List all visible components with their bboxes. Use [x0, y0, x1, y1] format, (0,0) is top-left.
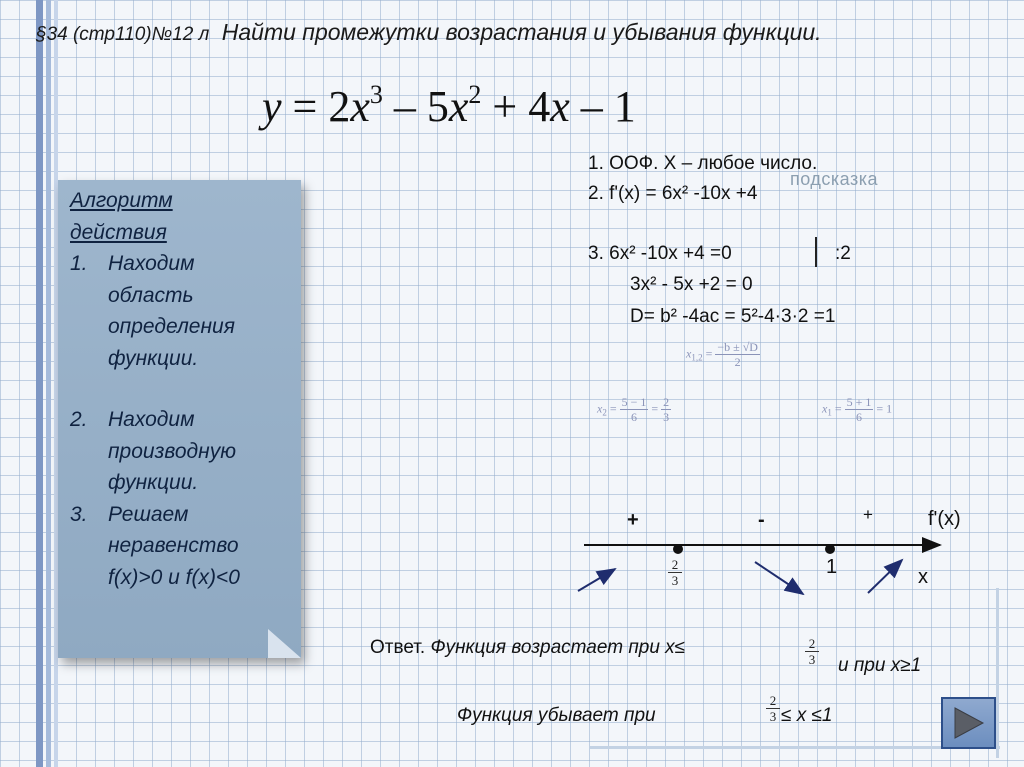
formula-mid1: – 5 [382, 82, 449, 131]
x2-lhs: x [597, 401, 603, 416]
axis-x-label: x [918, 566, 928, 588]
formula-x3: x [550, 82, 570, 131]
step-number: 1. [70, 252, 88, 275]
solution-step-3b: 3x² - 5x +2 = 0 [630, 274, 753, 295]
step-line: функции. [108, 471, 199, 494]
solution-step-3: 3. 6x² -10x +4 =0 [588, 243, 732, 264]
roots-numerator: −b ± √D [717, 340, 758, 354]
task-reference: §34 (стр110)№12 л [36, 24, 210, 45]
x2-result-numerator: 2 [663, 395, 670, 409]
x1-sub: 1 [827, 407, 832, 418]
point-one-dot [825, 544, 835, 554]
answer-frac2-numerator: 2 [766, 693, 780, 709]
solution-step-2: 2. f'(x) = 6x² -10x +4 [588, 183, 758, 204]
answer-increase-tail: и при x≥1 [838, 655, 922, 676]
next-slide-button[interactable] [941, 697, 996, 749]
step-line: Находим [108, 408, 195, 431]
x2-sub: 2 [602, 407, 607, 418]
algorithm-title-1: Алгоритм [70, 189, 173, 212]
x2-numerator: 5 − 1 [621, 395, 647, 409]
x1-lhs: x [822, 401, 828, 416]
algorithm-title-2: действия [70, 220, 167, 244]
answer-decrease-tail: ≤ x ≤1 [781, 705, 833, 726]
point-two-thirds-dot [673, 544, 683, 554]
answer-increase-text: Функция возрастает при x≤ [430, 637, 686, 658]
play-icon [943, 699, 994, 747]
answer-label: Ответ. [370, 637, 426, 658]
roots-sub: 1,2 [691, 352, 703, 363]
derivative-label: f'(x) [928, 508, 961, 530]
formula-tail: – 1 [569, 82, 636, 131]
answer-decrease-text: Функция убывает при [457, 705, 656, 726]
roots-denominator: 2 [734, 355, 741, 369]
step-line: неравенство [108, 534, 239, 557]
hint-link[interactable]: подсказка [790, 169, 878, 189]
formula-x2: x [448, 82, 469, 131]
formula-eq: = 2 [281, 82, 351, 131]
decrease-arrow [755, 562, 803, 594]
solution-step-1: 1. ООФ. Х – любое число. [588, 153, 818, 174]
point-frac-denominator: 3 [671, 573, 679, 588]
answer-frac2-denominator: 3 [769, 709, 777, 724]
divide-by-two: :2 [835, 243, 851, 264]
answer-fraction-2 [766, 693, 780, 724]
answer-fraction-1 [805, 636, 819, 667]
increase-arrow-left [578, 569, 615, 591]
x2-denominator: 6 [631, 410, 637, 424]
step-line: производную [108, 439, 236, 463]
point-frac-numerator: 2 [668, 557, 682, 573]
step-line: f(x)>0 и f(x)<0 [108, 565, 240, 589]
sign-plus-left: + [627, 509, 639, 531]
step-line: функции. [108, 346, 199, 370]
step-line: область [108, 283, 194, 307]
increase-arrow-right [868, 560, 902, 593]
formula-x1: x [350, 82, 370, 131]
answer-line-1 [370, 637, 685, 659]
x1-result: = 1 [876, 401, 893, 416]
formula-power-3: 3 [369, 80, 383, 109]
step-line: Находим [108, 252, 195, 275]
answer-frac1-numerator: 2 [805, 636, 819, 652]
step-number: 2. [70, 408, 88, 431]
x1-numerator: 5 + 1 [846, 395, 872, 409]
formula-power-2: 2 [468, 80, 482, 109]
formula-y: y [262, 82, 282, 131]
roots-lhs: x [686, 346, 692, 361]
roots-formula: $x_{1,2}$ = $\frac{-b \pm √D}{2}$ [686, 340, 758, 369]
page-title: Найти промежутки возрастания и убывания функции. [221, 19, 822, 45]
root-x2-formula: $x_2$ = $\frac{5 - 1}{6}$ = $\frac{2}{3}$ [597, 395, 670, 424]
x2-result-denominator: 3 [663, 410, 670, 424]
formula-mid2: + 4 [481, 82, 551, 131]
answer-line-1-tail [838, 655, 921, 677]
solution-step-3c: D= b² -4ac = 5²-4·3·2 =1 [630, 306, 836, 327]
sign-minus: - [758, 509, 765, 531]
answer-frac1-denominator: 3 [808, 652, 816, 667]
x1-denominator: 6 [856, 410, 862, 424]
sign-plus-right: + [863, 505, 873, 524]
root-x1-formula: $x_1$ = $\frac{5 + 1}{6}$ = 1 [822, 395, 893, 424]
step-line: Решаем [108, 502, 189, 526]
point-one-label: 1 [826, 556, 838, 578]
step-line: определения [108, 315, 235, 338]
answer-line-2-tail [781, 705, 832, 727]
answer-line-2 [457, 705, 656, 727]
step-number: 3. [70, 502, 88, 526]
